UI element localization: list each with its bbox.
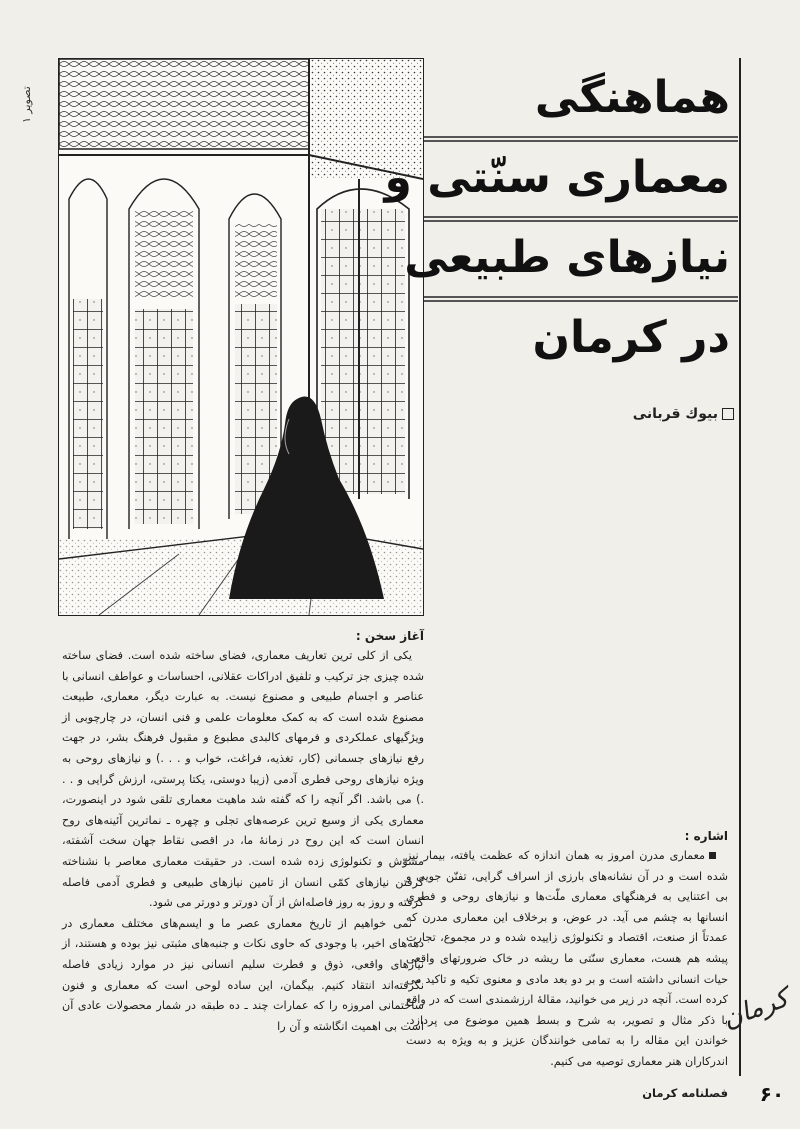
- page-number: ۶۰: [759, 1082, 785, 1106]
- title-line-4: در کرمان: [532, 312, 730, 363]
- author-name: بیوك قربانی: [632, 406, 718, 422]
- author-byline: [633, 406, 734, 422]
- title-line-1: هماهنگی: [424, 58, 738, 138]
- column-divider: [739, 58, 741, 1076]
- magazine-logo: کرمان: [718, 983, 793, 1035]
- article-illustration: [58, 58, 424, 616]
- intro-paragraph: نمی خواهیم از تاریخ معماری عصر ما و ایسم‌های مختلف معماری در دهه‌های اخیر، با وجودی که حاوی نکات و جنبه‌های مثبتی نیز بوده و هستند، از نیازهای واقعی، ذوق و فطرت سلیم انسانی نیز در موارد زیادی فاصله نگرفته‌اند انتقاد کنیم. بیگمان، این ساده لوحی است که معماری و فنون ساختمانی امروزه را که عمارات چند ـ ده طبقه در شمار محصولات عادی آن است بی اهمیت انگاشته و آن را: [62, 916, 424, 1033]
- intro-paragraph: یکی از کلی ترین تعاریف معماری، فضای ساخته شده است. فضای ساخته شده چیزی جز ترکیب و تلفیق ادراکات عقلانی، احساسات و عواطف انسانی با عناصر و اجسام طبیعی و مصنوع نیست. به عبارت دیگر، معماری، طبیعت مصنوع شده است که به کمک معلومات علمی و فنی انسان، در چارچوبی از ویژگیهای عملکردی و فرمهای کالبدی مطبوع و مقبول فرهنگ بشر، در جهت رفع نیازهای جسمانی (کار، تغذیه، فراغت، خواب و . . .) و نیازهای روحی به ویژه نیازهای روحی فطری آدمی (زیبا دوستی، یکتا پرستی، ارزش گرایی و . . .) می باشد. اگر آنچه را که گفته شد ماهیت معماری تلقی شود در اینصورت، معماری یکی از وسیع ترین عرصه‌های تجلی و چهره ـ نماترین آئینه‌های روح انسان است که این روح در زمانهٔ ما، در اقصی نقاط جهان سخت آشفته، مشوّش و تکنولوژی زده شده است. در حقیقت معماری معاصر با نشناخته گرفتن نیازهای کمّی انسان از تامین نیازهای طبیعی و فطری آدمی فاصله گرفته و روز به روز فاصله‌اش از آن دورتر و دورتر می شود.: [62, 649, 424, 910]
- title-line-3: نیازهای طبیعی: [424, 218, 738, 298]
- intro-section: [62, 626, 424, 1037]
- abstract-section: [406, 826, 728, 1103]
- intro-heading: آغاز سخن :: [355, 629, 424, 643]
- figure-caption: تصویر ۱: [20, 86, 33, 124]
- article-title: [384, 58, 738, 378]
- abstract-heading: اشاره :: [684, 829, 728, 843]
- square-bullet-icon: [722, 408, 734, 420]
- title-line-2: معماری سنّتی و: [424, 138, 738, 218]
- abstract-text: معماری مدرن امروز به همان اندازه که عظمت یافته، بیمار نیز شده است و در آن نشانه‌های بارزی از اسراف گرایی، تفنّن جویی و بی اعتنایی به فرهنگهای معماری ملّت‌ها و نیازهای روحی و فطری انسانها به چشم می آید. در عوض، و برخلاف این معماری مدرن که عمدتاً از صنعت، اقتصاد و تکنولوژی زاییده شده و در مجموع، تجارت پیشه هم هست، معماری سنّتی ما ریشه در خاک ضرورتهای واقعی حیات انسانی داشته است و بر دو بعد مادی و معنوی تکیه و تاکید می کرده است. آنچه در زیر می خوانید، مقالهٔ ارزشمندی است که در واقع با ذکر مثال و تصویر، به شرح و بسط همین موضوع می پردازد. خواندن این مقاله را به تمامی خوانندگان عزیز و به ویژه به دست اندرکاران هنر معماری توصیه می کنیم.: [406, 849, 728, 1068]
- abstract-signoff: فصلنامه کرمان: [642, 1085, 728, 1100]
- square-bullet-icon: [709, 852, 716, 859]
